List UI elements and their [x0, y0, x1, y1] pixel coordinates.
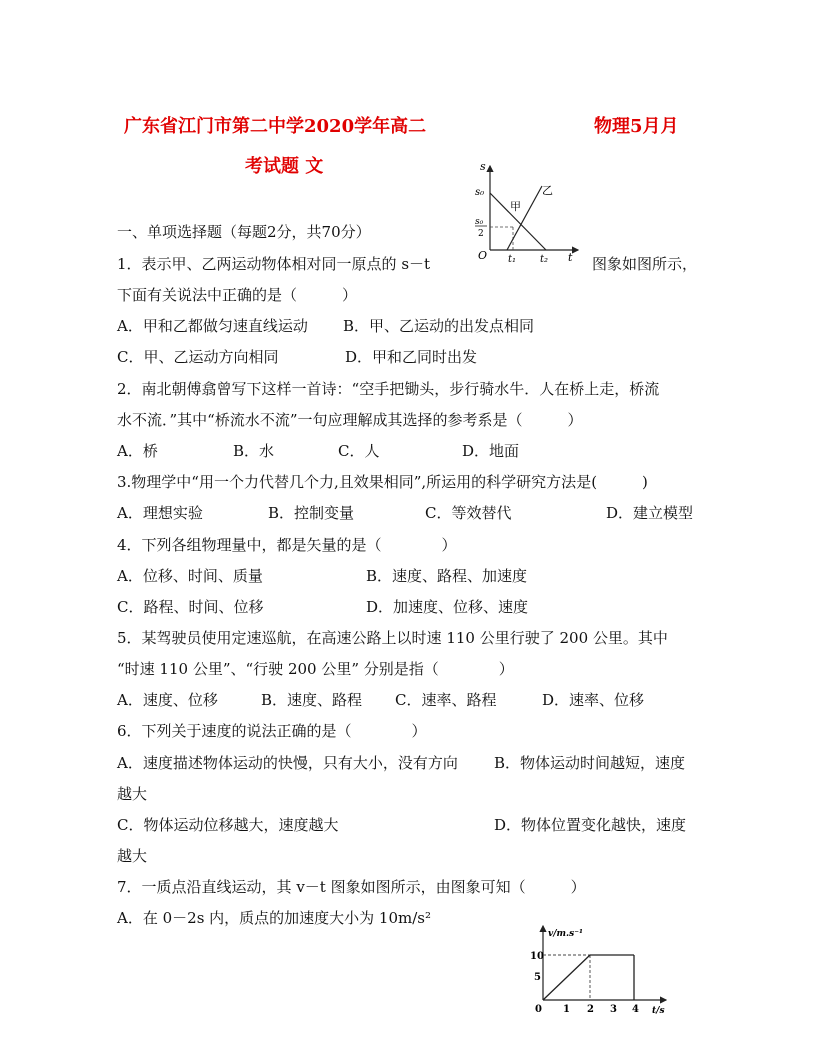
- q6-option-a: A．速度描述物体运动的快慢，只有大小，没有方向: [117, 754, 458, 772]
- vt-ramp-line: [543, 955, 590, 1000]
- q6-stem: 6．下列关于速度的说法正确的是（ ）: [117, 722, 427, 740]
- q2-option-a: A．桥: [117, 442, 158, 460]
- q1-option-b: B．甲、乙运动的出发点相同: [343, 317, 535, 335]
- q4-option-a: A．位移、时间、质量: [117, 567, 263, 585]
- q1-option-a: A．甲和乙都做匀速直线运动: [117, 317, 308, 335]
- vt-xtick-1: 1: [563, 1004, 570, 1015]
- q3-option-b: B．控制变量: [268, 504, 355, 522]
- q1-stem-a: 1．表示甲、乙两运动物体相对同一原点的 s－t: [117, 255, 431, 273]
- st-origin: O: [478, 249, 488, 262]
- vt-xtick-4: 4: [632, 1004, 639, 1015]
- q2-stem-a: 2．南北朝傅翕曾写下这样一首诗：“空手把锄头，步行骑水牛．人在桥上走，桥流: [117, 380, 660, 398]
- vt-ytick-0: 0: [535, 1004, 542, 1015]
- st-label-jia: 甲: [510, 200, 521, 213]
- st-s0-label: s₀: [475, 187, 485, 198]
- q4-stem: 4．下列各组物理量中，都是矢量的是（ ）: [117, 536, 457, 554]
- q3-option-a: A．理想实验: [117, 504, 203, 522]
- st-graph-figure: [470, 158, 595, 268]
- q6-option-d-cont: 越大: [117, 847, 148, 865]
- st-axis-s: s: [480, 160, 486, 173]
- q4-option-d: D．加速度、位移、速度: [366, 598, 529, 616]
- q4-option-c: C．路程、时间、位移: [117, 598, 264, 616]
- vt-xlabel: t/s: [652, 1006, 665, 1016]
- vt-xtick-3: 3: [610, 1004, 617, 1015]
- st-label-yi: 乙: [542, 184, 553, 197]
- q5-option-a: A．速度、位移: [117, 691, 218, 709]
- st-half-den: 2: [478, 229, 484, 239]
- q1-stem-c: 下面有关说法中正确的是（ ）: [117, 286, 358, 304]
- q5-option-b: B．速度、路程: [261, 691, 363, 709]
- q6-option-d: D．物体位置变化越快，速度: [494, 816, 687, 834]
- q1-stem-b: 图象如图所示，: [592, 255, 698, 273]
- q1-option-d: D．甲和乙同时出发: [345, 348, 478, 366]
- vt-xtick-2: 2: [587, 1004, 594, 1015]
- q2-option-c: C．人: [338, 442, 380, 460]
- st-t2-label: t₂: [540, 254, 549, 265]
- q2-option-d: D．地面: [462, 442, 520, 460]
- q6-option-b: B．物体运动时间越短，速度: [494, 754, 686, 772]
- st-t1-label: t₁: [508, 254, 517, 265]
- q6-option-c: C．物体运动位移越大，速度越大: [117, 816, 339, 834]
- st-axis-t: t: [568, 251, 573, 264]
- q5-option-c: C．速率、路程: [395, 691, 497, 709]
- q5-option-d: D．速率、位移: [542, 691, 645, 709]
- q2-option-b: B．水: [233, 442, 275, 460]
- q7-option-a: A．在 0－2s 内，质点的加速度大小为 10m/s²: [117, 909, 431, 927]
- vt-ytick-5: 5: [534, 972, 541, 983]
- vt-ylabel: v/m.s⁻¹: [548, 929, 583, 939]
- doc-title-part2: 物理5月月: [594, 116, 679, 137]
- doc-title-part3: 考试题 文: [245, 156, 324, 177]
- doc-title-part1: 广东省江门市第二中学2020学年高二: [124, 116, 427, 137]
- q7-stem: 7．一质点沿直线运动，其 v－t 图象如图所示，由图象可知（ ）: [117, 878, 586, 896]
- q5-stem-a: 5．某驾驶员使用定速巡航，在高速公路上以时速 110 公里行驶了 200 公里。其中: [117, 629, 668, 647]
- q3-stem: 3.物理学中“用一个力代替几个力,且效果相同”,所运用的科学研究方法是( ): [117, 473, 648, 491]
- st-half-num: s₀: [475, 217, 484, 227]
- vt-graph-figure: [528, 922, 678, 1018]
- vt-ytick-10: 10: [530, 951, 544, 962]
- q6-option-b-cont: 越大: [117, 785, 148, 803]
- section-heading: 一、单项选择题（每题2分，共70分）: [117, 223, 371, 241]
- q3-option-d: D．建立模型: [606, 504, 694, 522]
- q3-option-c: C．等效替代: [425, 504, 512, 522]
- q5-stem-b: “时速 110 公里”、“行驶 200 公里” 分别是指（ ）: [117, 660, 514, 678]
- q4-option-b: B．速度、路程、加速度: [366, 567, 528, 585]
- q2-stem-b: 水不流．”其中“桥流水不流”一句应理解成其选择的参考系是（ ）: [117, 411, 583, 429]
- q1-option-c: C．甲、乙运动方向相同: [117, 348, 279, 366]
